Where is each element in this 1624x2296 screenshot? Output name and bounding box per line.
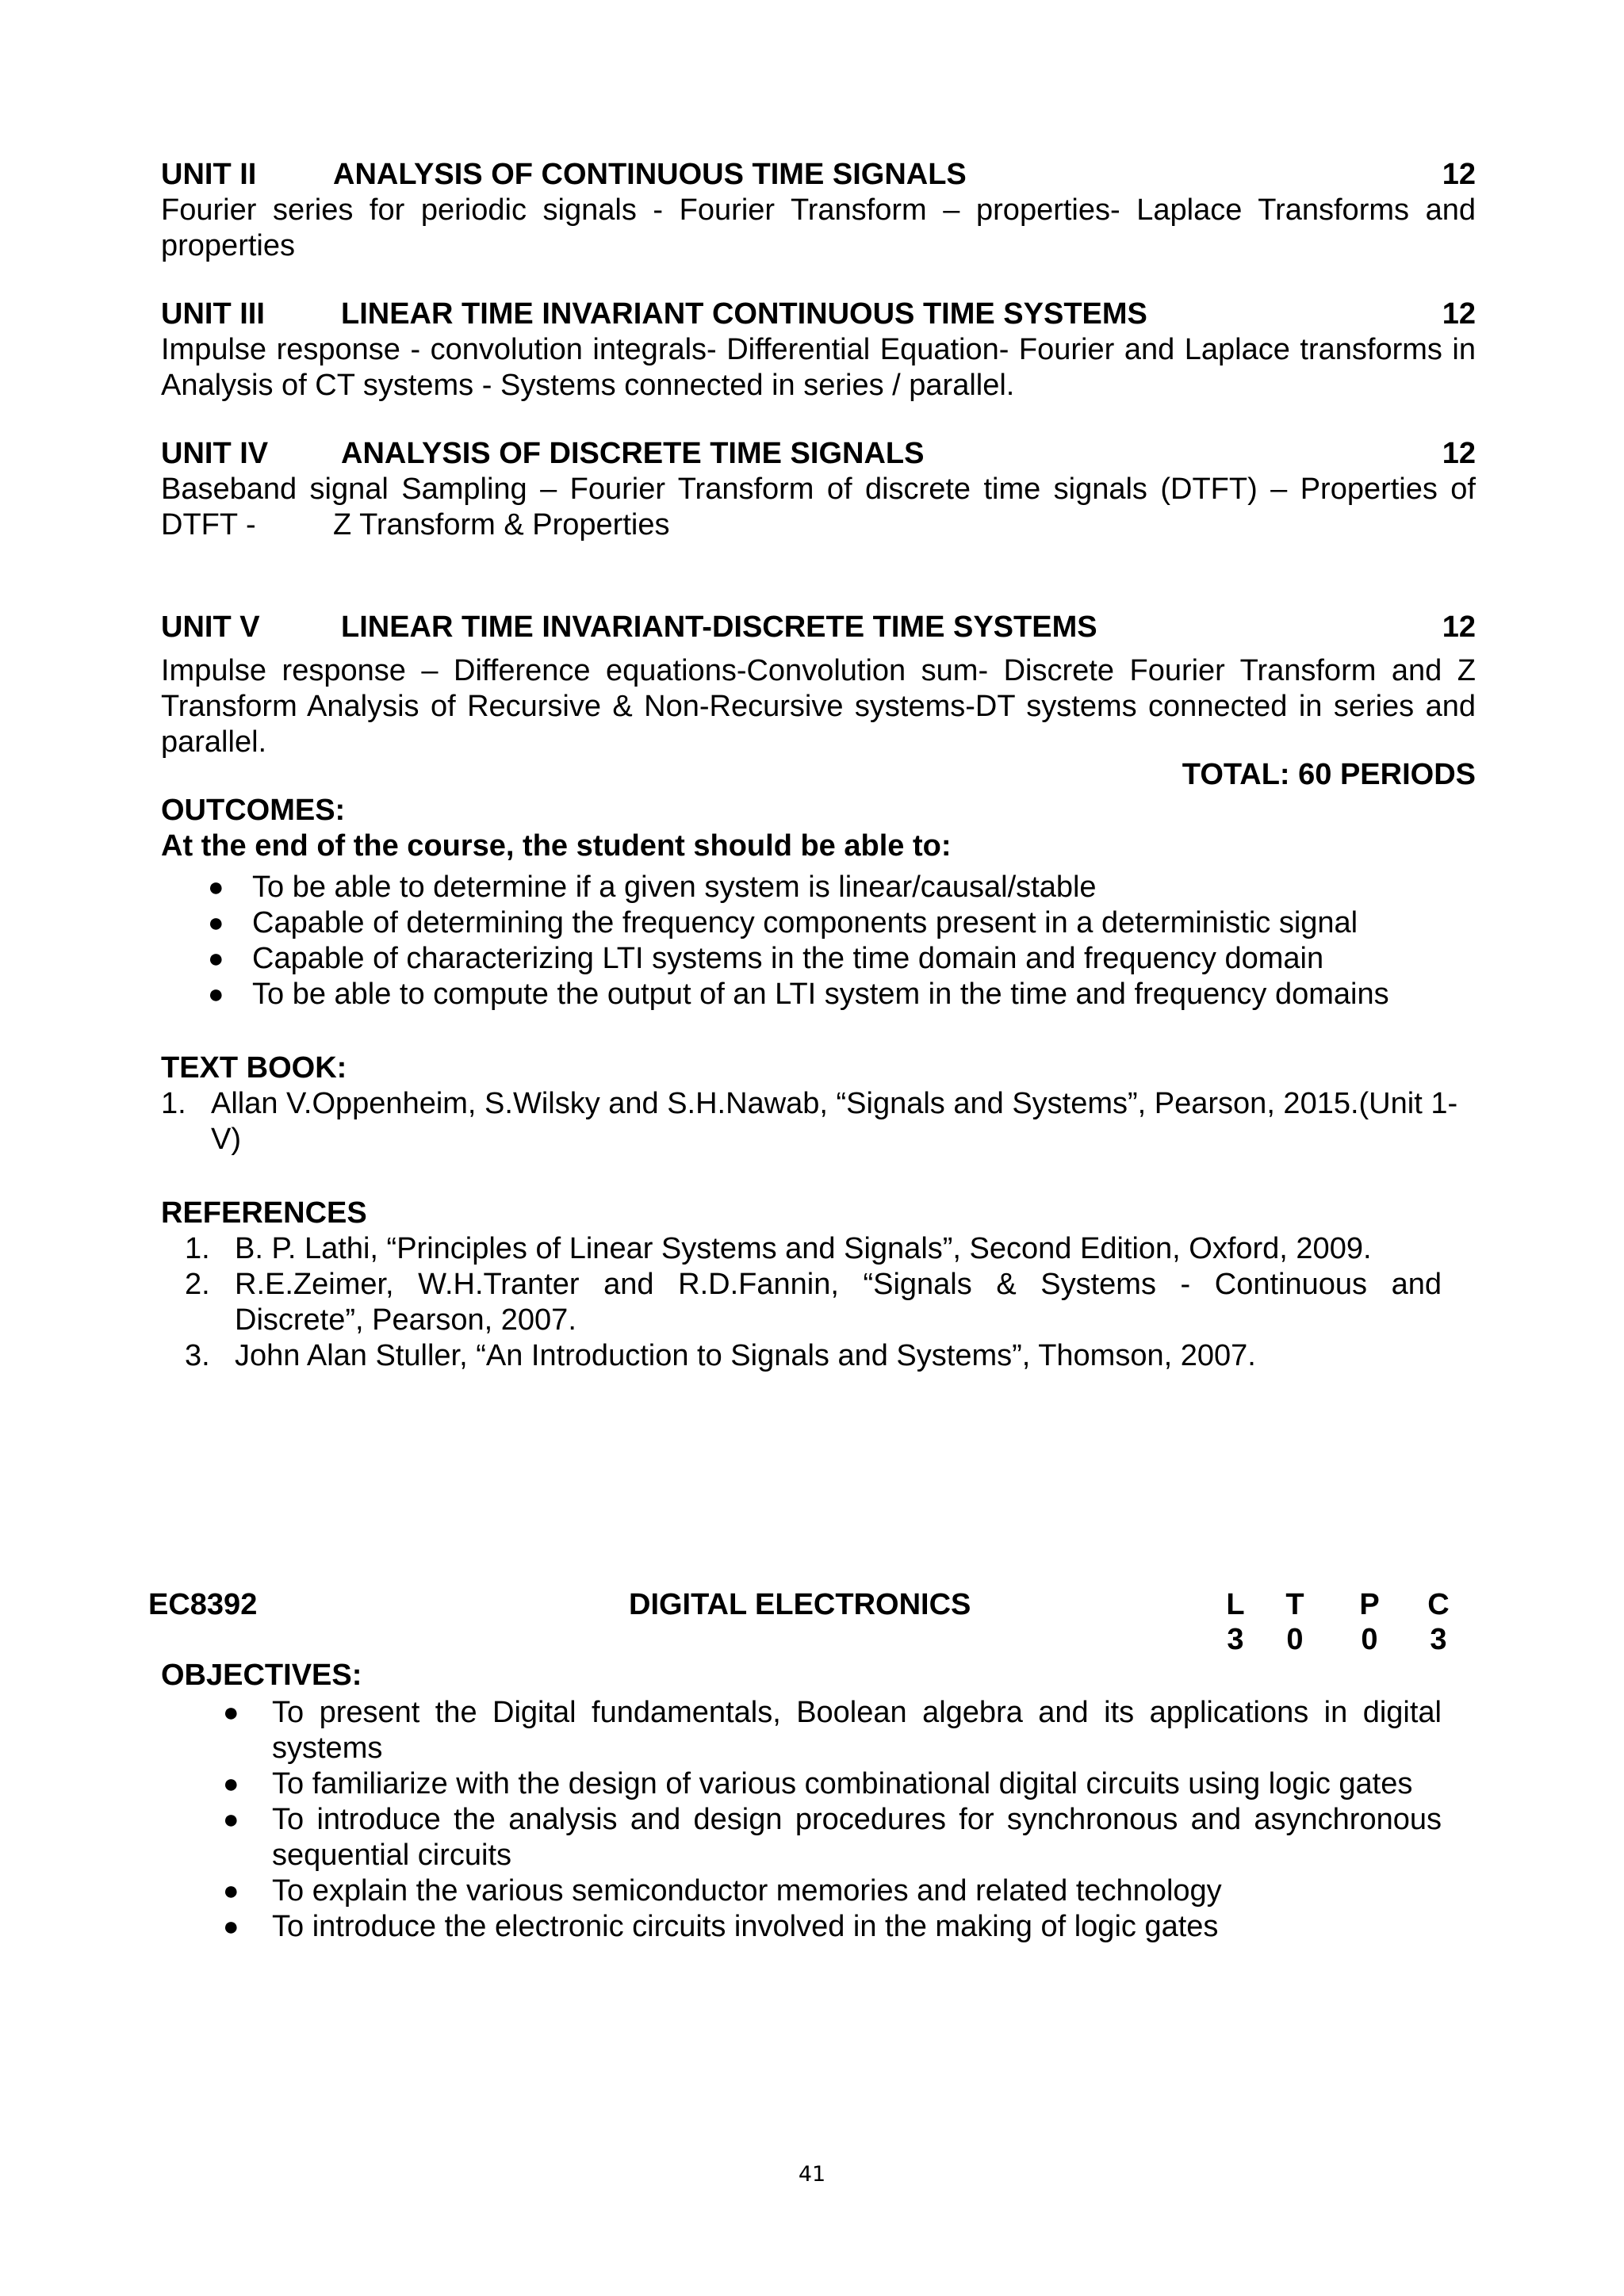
bullet-icon: ● — [223, 1911, 239, 1942]
unit-description — [161, 193, 1476, 264]
unit-description-line: Impulse response - convolution integrals- Differential Equation- Fourier and Laplace transforms in — [161, 333, 1476, 366]
unit-description-line: Transform Analysis of Recursive & Non-Recursive systems-DT systems connected in series and — [161, 690, 1476, 723]
unit-number: UNIT III — [161, 297, 265, 331]
list-item: ● To explain the various semiconductor memories and related technology — [223, 1874, 1222, 1908]
unit-hours: 12 — [1442, 158, 1476, 191]
page-number: 41 — [798, 2162, 826, 2187]
unit-title: ANALYSIS OF DISCRETE TIME SIGNALS — [341, 437, 925, 470]
list-item: ● To familiarize with the design of various combinational digital circuits using logic gates — [223, 1767, 1413, 1800]
course-code: EC8392 — [148, 1588, 258, 1621]
unit-heading — [161, 436, 1476, 472]
ltpc-header: T — [1285, 1588, 1304, 1621]
references-heading: REFERENCES — [161, 1196, 367, 1230]
unit-description-line: Z Transform & Properties — [333, 508, 670, 541]
bullet-icon: ● — [223, 1804, 239, 1835]
unit-description-line: Fourier series for periodic signals - Fourier Transform – properties- Laplace Transforms and — [161, 193, 1476, 227]
unit-description — [161, 653, 1476, 760]
unit-description-line: properties — [161, 229, 295, 262]
list-item: ● To be able to compute the output of an LTI system in the time and frequency domains — [208, 978, 1389, 1011]
unit-heading — [161, 610, 1476, 645]
ltpc-header: C — [1427, 1588, 1450, 1621]
ltpc-header: P — [1359, 1588, 1380, 1621]
bullet-icon: ● — [223, 1769, 239, 1799]
list-item: ● To introduce the analysis and design procedures for synchronous and asynchronous sequential circuits — [223, 1803, 1442, 1872]
unit-number: UNIT V — [161, 610, 260, 644]
unit-description-line: Analysis of CT systems - Systems connected in series / parallel. — [161, 369, 1015, 402]
textbook-heading: TEXT BOOK: — [161, 1051, 347, 1085]
unit-number: UNIT II — [161, 158, 257, 191]
ltpc-value: 0 — [1361, 1623, 1378, 1656]
unit-description-line: Impulse response – Difference equations-Convolution sum- Discrete Fourier Transform and Z — [161, 654, 1476, 687]
bullet-icon: ● — [208, 979, 224, 1009]
ltpc-header: L — [1226, 1588, 1245, 1621]
unit-heading — [161, 297, 1476, 332]
list-item: ● Capable of characterizing LTI systems in the time domain and frequency domain — [208, 942, 1324, 975]
bullet-icon: ● — [223, 1876, 239, 1906]
list-item: ● To present the Digital fundamentals, Boolean algebra and its applications in digital systems — [223, 1696, 1442, 1765]
list-item: 1. B. P. Lathi, “Principles of Linear Systems and Signals”, Second Edition, Oxford, 2009. — [185, 1232, 1372, 1265]
bullet-icon: ● — [223, 1697, 239, 1728]
references-list — [185, 1231, 1442, 1374]
unit-hours: 12 — [1442, 437, 1476, 470]
total-periods: TOTAL: 60 PERIODS — [1182, 758, 1476, 791]
list-item: 1. Allan V.Oppenheim, S.Wilsky and S.H.Nawab, “Signals and Systems”, Pearson, 2015.(Unit 1- V) — [161, 1087, 1458, 1156]
unit-title: LINEAR TIME INVARIANT-DISCRETE TIME SYSTEMS — [341, 610, 1097, 644]
unit-number: UNIT IV — [161, 437, 269, 470]
objectives-list — [223, 1695, 1442, 1945]
unit-description — [161, 472, 1476, 543]
unit-heading — [161, 157, 1476, 193]
course-title: DIGITAL ELECTRONICS — [629, 1588, 971, 1621]
unit-hours: 12 — [1442, 297, 1476, 331]
unit-description — [161, 332, 1476, 404]
list-item: ● To be able to determine if a given system is linear/causal/stable — [208, 871, 1097, 904]
ltpc-value: 0 — [1286, 1623, 1304, 1656]
bullet-icon: ● — [208, 872, 224, 902]
ltpc-value: 3 — [1227, 1623, 1244, 1656]
list-item: ● To introduce the electronic circuits involved in the making of logic gates — [223, 1910, 1219, 1943]
unit-hours: 12 — [1442, 610, 1476, 644]
textbook-list — [161, 1086, 1480, 1158]
ltpc-value: 3 — [1430, 1623, 1447, 1656]
unit-description-line: Baseband signal Sampling – Fourier Transform of discrete time signals (DTFT) – Properties of — [161, 473, 1476, 506]
outcomes-heading: OUTCOMES: — [161, 794, 346, 827]
bullet-icon: ● — [208, 943, 224, 974]
unit-title: ANALYSIS OF CONTINUOUS TIME SIGNALS — [333, 158, 967, 191]
list-item: 2. R.E.Zeimer, W.H.Tranter and R.D.Fannin, “Signals & Systems - Continuous and Discrete”, Pearson, 2007. — [185, 1268, 1442, 1337]
unit-description-line: parallel. — [161, 725, 267, 759]
bullet-icon: ● — [208, 908, 224, 938]
outcomes-intro: At the end of the course, the student should be able to: — [161, 829, 952, 863]
objectives-heading: OBJECTIVES: — [161, 1659, 362, 1692]
unit-description-line: DTFT - — [161, 508, 256, 541]
outcomes-list — [208, 870, 1489, 1012]
list-item: 3. John Alan Stuller, “An Introduction to Signals and Systems”, Thomson, 2007. — [185, 1339, 1256, 1372]
unit-title: LINEAR TIME INVARIANT CONTINUOUS TIME SYSTEMS — [341, 297, 1147, 331]
list-item: ● Capable of determining the frequency components present in a deterministic signal — [208, 906, 1358, 939]
